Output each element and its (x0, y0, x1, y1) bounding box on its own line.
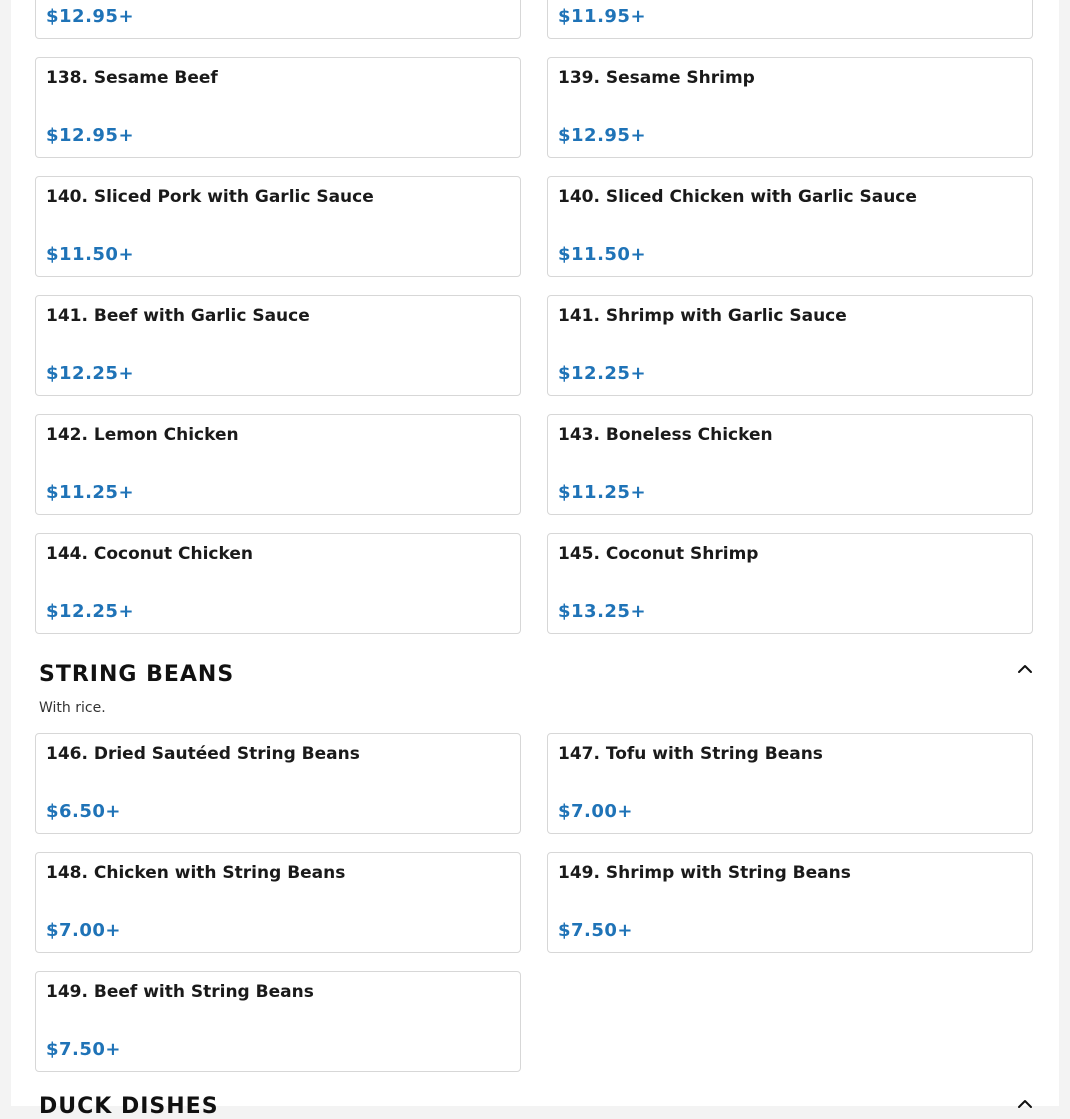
menu-item-name: 148. Chicken with String Beans (46, 863, 346, 883)
menu-item-name: 138. Sesame Beef (46, 68, 218, 88)
menu-item-card[interactable] (35, 733, 521, 834)
menu-item-name: 141. Shrimp with Garlic Sauce (558, 306, 847, 326)
menu-item-price: $11.95+ (558, 6, 647, 27)
menu-item-name: 145. Coconut Shrimp (558, 544, 759, 564)
menu-item-price: $12.95+ (46, 125, 135, 146)
menu-item-name: 143. Boneless Chicken (558, 425, 773, 445)
menu-item-price: $12.25+ (46, 363, 135, 384)
menu-item-card[interactable] (35, 176, 521, 277)
menu-item-name: 144. Coconut Chicken (46, 544, 253, 564)
menu-item-price: $11.50+ (558, 244, 647, 265)
menu-item-card[interactable] (547, 533, 1033, 634)
menu-item-card[interactable] (35, 295, 521, 396)
menu-item-card[interactable] (547, 733, 1033, 834)
menu-item-price: $12.95+ (46, 6, 135, 27)
menu-item-card[interactable] (35, 971, 521, 1072)
menu-item-card[interactable] (547, 0, 1033, 39)
chevron-up-icon[interactable] (1015, 1094, 1035, 1114)
menu-item-name: 149. Shrimp with String Beans (558, 863, 851, 883)
chevron-up-icon[interactable] (1015, 659, 1035, 679)
menu-item-name: 146. Dried Sautéed String Beans (46, 744, 360, 764)
menu-item-price: $7.50+ (46, 1039, 122, 1060)
menu-item-name: 147. Tofu with String Beans (558, 744, 823, 764)
menu-item-price: $7.00+ (46, 920, 122, 941)
menu-item-price: $11.50+ (46, 244, 135, 265)
menu-item-price: $12.25+ (558, 363, 647, 384)
section-title: STRING BEANS (39, 662, 235, 687)
menu-item-card[interactable] (35, 0, 521, 39)
menu-item-card[interactable] (35, 852, 521, 953)
menu-page (11, 0, 1059, 1119)
menu-item-name: 141. Beef with Garlic Sauce (46, 306, 310, 326)
menu-item-price: $11.25+ (46, 482, 135, 503)
section-title: DUCK DISHES (39, 1094, 219, 1119)
menu-item-price: $13.25+ (558, 601, 647, 622)
menu-item-price: $7.50+ (558, 920, 634, 941)
menu-item-price: $12.25+ (46, 601, 135, 622)
menu-item-card[interactable] (35, 414, 521, 515)
menu-item-card[interactable] (547, 852, 1033, 953)
menu-item-card[interactable] (35, 533, 521, 634)
menu-item-name: 142. Lemon Chicken (46, 425, 239, 445)
menu-item-name: 140. Sliced Pork with Garlic Sauce (46, 187, 374, 207)
menu-item-card[interactable] (547, 295, 1033, 396)
menu-item-price: $11.25+ (558, 482, 647, 503)
section-description: With rice. (39, 700, 106, 716)
menu-item-price: $6.50+ (46, 801, 122, 822)
menu-item-name: 139. Sesame Shrimp (558, 68, 755, 88)
menu-item-price: $12.95+ (558, 125, 647, 146)
menu-item-card[interactable] (547, 176, 1033, 277)
menu-item-price: $7.00+ (558, 801, 634, 822)
menu-item-name: 140. Sliced Chicken with Garlic Sauce (558, 187, 917, 207)
menu-item-card[interactable] (547, 414, 1033, 515)
menu-item-card[interactable] (35, 57, 521, 158)
menu-item-name: 149. Beef with String Beans (46, 982, 314, 1002)
menu-item-card[interactable] (547, 57, 1033, 158)
